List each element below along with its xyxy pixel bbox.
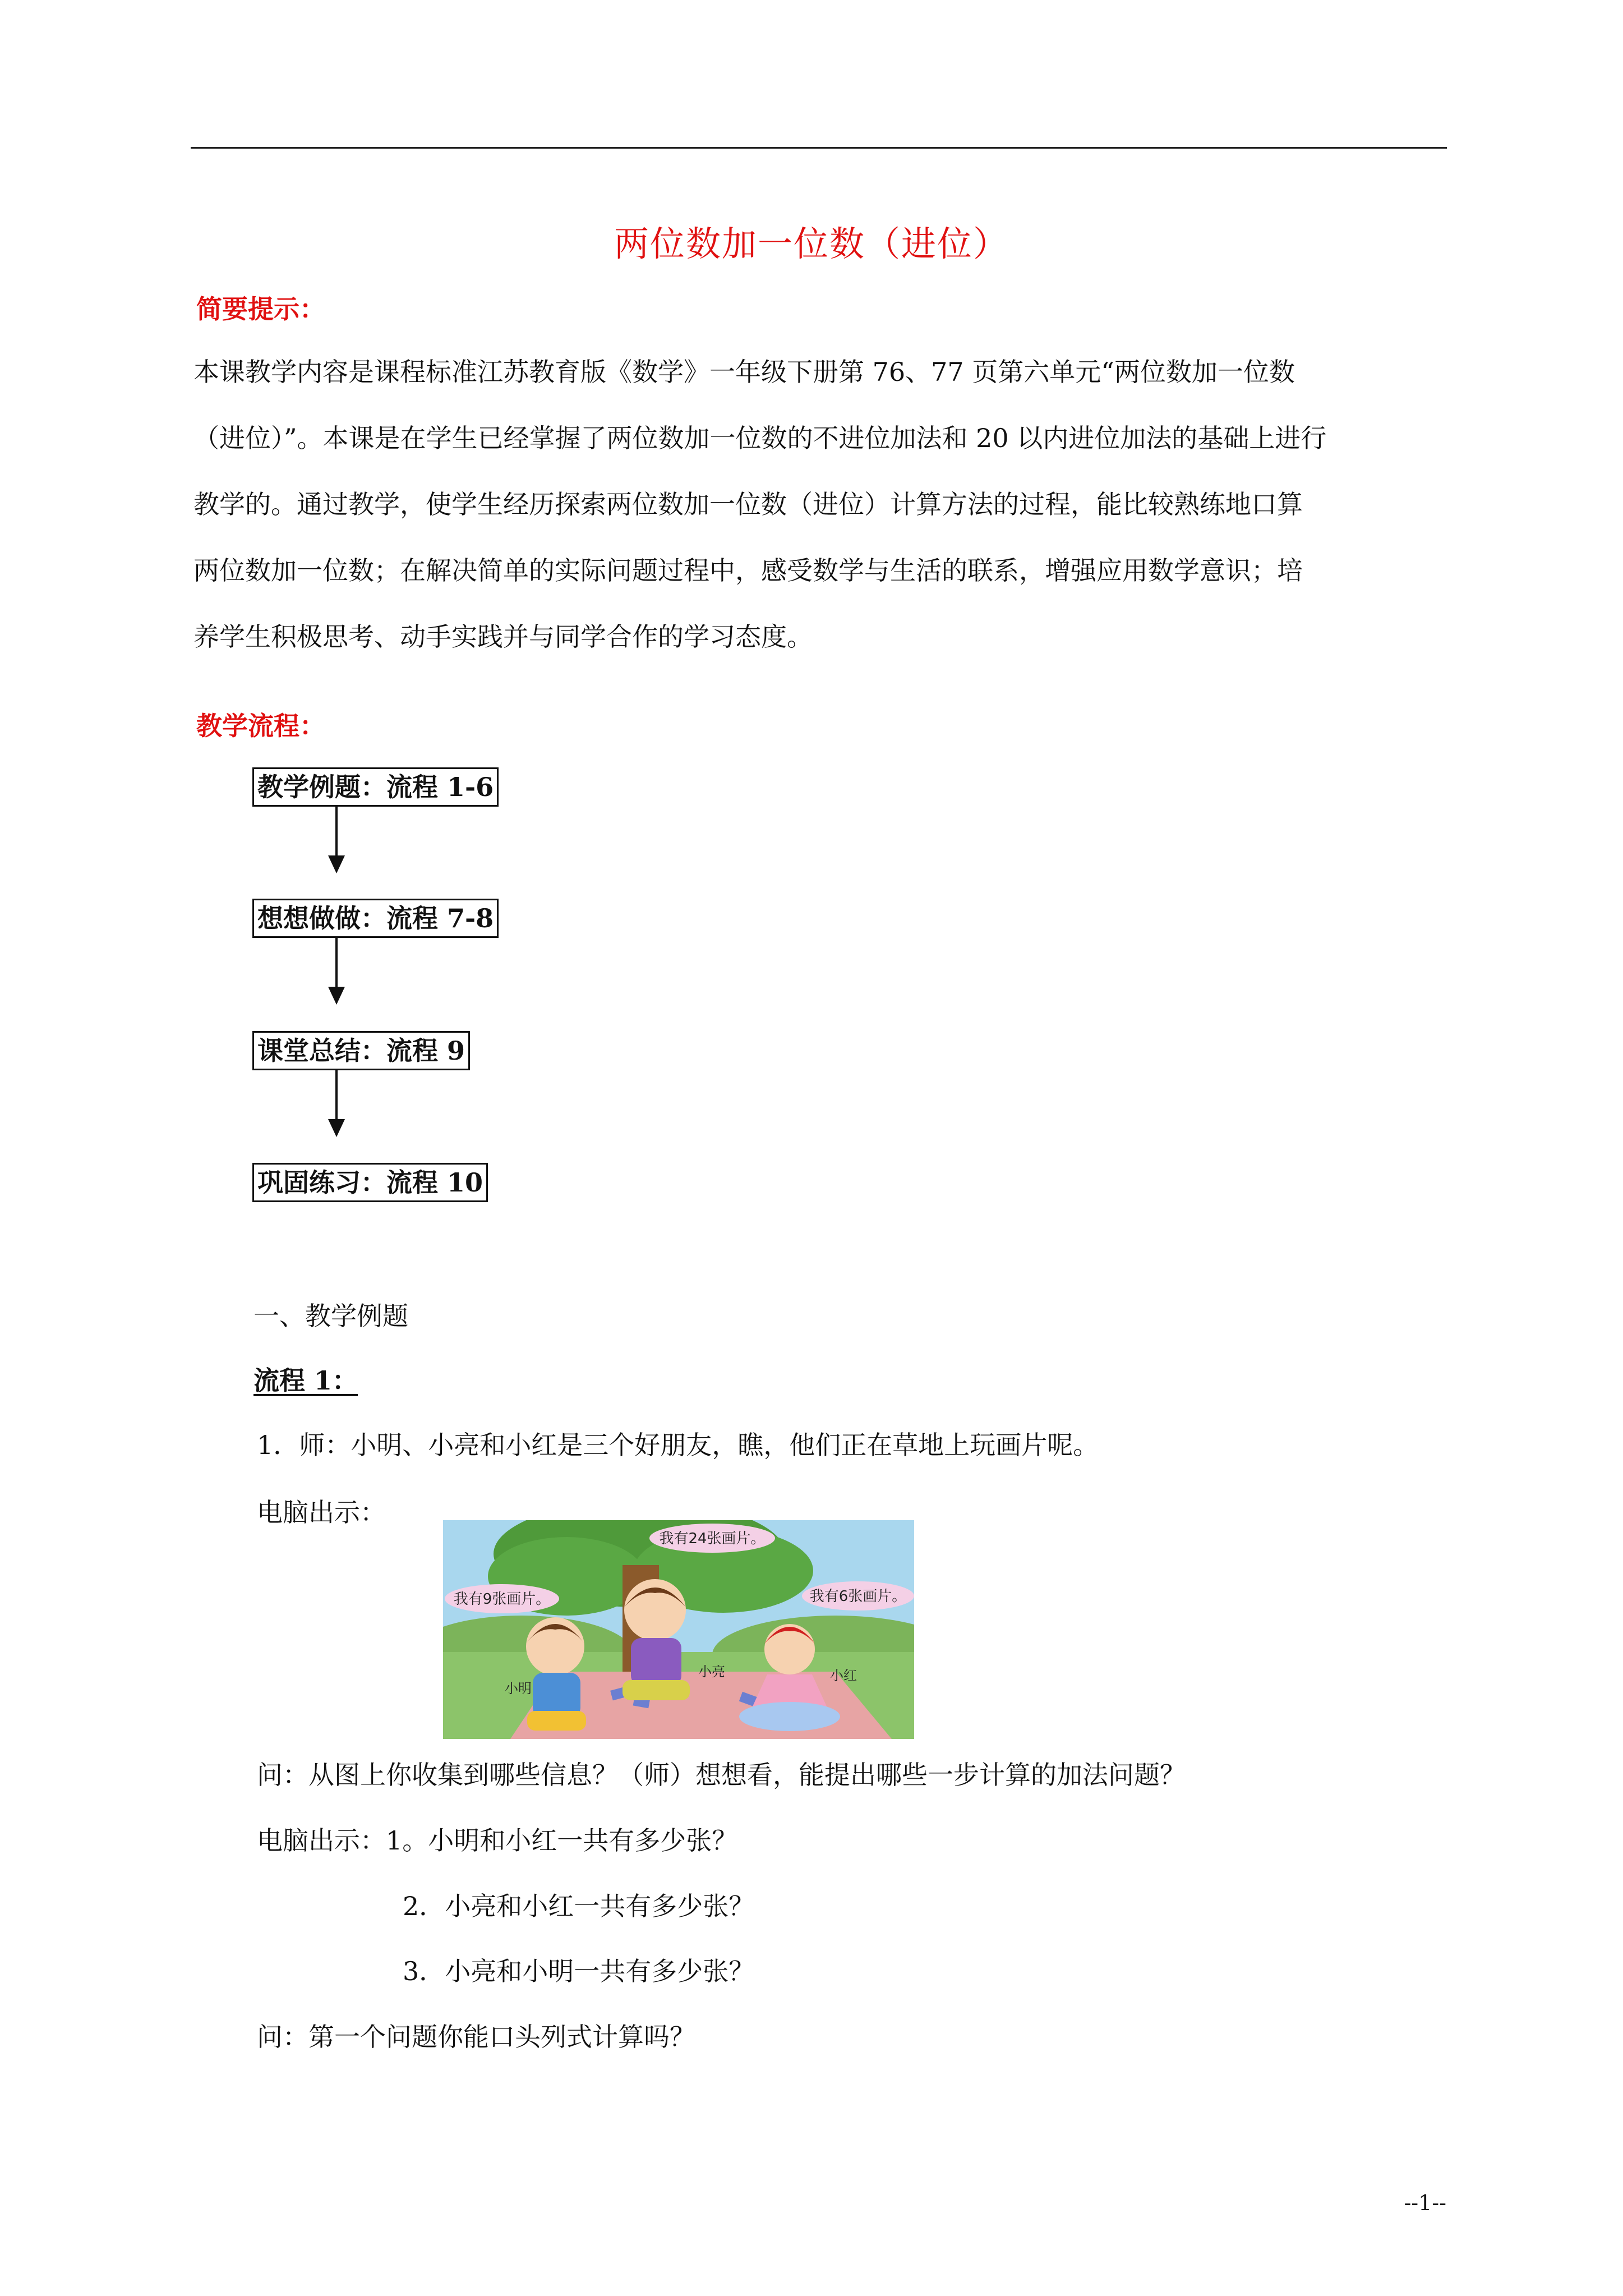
- page-number: --1--: [1404, 2191, 1446, 2215]
- flow-step-2: 想想做做：流程 7-8: [252, 899, 499, 938]
- flow-arrow-head: [328, 855, 345, 873]
- flow-heading: 教学流程：: [196, 711, 325, 741]
- computer-show-label: 电脑出示：: [257, 1497, 386, 1527]
- section-heading: 一、教学例题: [253, 1301, 408, 1331]
- hint-line: 本课教学内容是课程标准江苏教育版《数学》一年级下册第 76、77 页第六单元“两位数加一位数: [193, 357, 1295, 387]
- question-first: 问：第一个问题你能口头列式计算吗？: [257, 2022, 695, 2052]
- hint-paragraph: [193, 339, 1447, 670]
- teacher-line: 1．师：小明、小亮和小红是三个好朋友，瞧，他们正在草地上玩画片呢。: [257, 1430, 1099, 1460]
- flow-arrow-head: [328, 987, 345, 1005]
- flow-step-3: 课堂总结：流程 9: [252, 1031, 470, 1070]
- hint-line: （进位）”。本课是在学生已经掌握了两位数加一位数的不进位加法和 20 以内进位加法的基础上进行: [193, 423, 1327, 453]
- hint-line: 两位数加一位数；在解决简单的实际问题过程中，感受数学与生活的联系，增强应用数学意识；培: [193, 555, 1303, 586]
- question-2: 2．小亮和小红一共有多少张？: [403, 1891, 755, 1921]
- bubble-center: 我有24张画片。: [659, 1530, 766, 1547]
- page-title: 两位数加一位数（进位）: [614, 223, 1009, 264]
- question-3: 3．小亮和小明一共有多少张？: [403, 1956, 755, 1986]
- step1-label: 流程 1：: [253, 1365, 358, 1396]
- flow-step-1: 教学例题：流程 1-6: [252, 767, 499, 807]
- flow-arrow: [335, 807, 338, 857]
- header-rule: [191, 147, 1447, 149]
- name-left: 小明: [505, 1681, 532, 1696]
- name-center: 小亮: [698, 1664, 725, 1680]
- flow-step-4: 巩固练习：流程 10: [252, 1163, 488, 1202]
- computer-show-q1: 电脑出示：1。小明和小红一共有多少张？: [257, 1825, 738, 1856]
- flow-arrow-head: [328, 1119, 345, 1137]
- bubble-left: 我有9张画片。: [453, 1591, 551, 1608]
- hint-heading: 简要提示：: [196, 294, 325, 324]
- bubble-right: 我有6张画片。: [809, 1588, 907, 1605]
- name-right: 小红: [830, 1668, 857, 1683]
- flow-arrow: [335, 1070, 338, 1121]
- question-info: 问：从图上你收集到哪些信息？（师）想想看，能提出哪些一步计算的加法问题？: [257, 1760, 1186, 1790]
- hint-line: 教学的。通过教学，使学生经历探索两位数加一位数（进位）计算方法的过程，能比较熟练地口算: [193, 489, 1303, 519]
- flow-arrow: [335, 938, 338, 988]
- hint-line: 养学生积极思考、动手实践并与同学合作的学习态度。: [193, 622, 813, 652]
- picture-cards-illustration: [443, 1520, 914, 1739]
